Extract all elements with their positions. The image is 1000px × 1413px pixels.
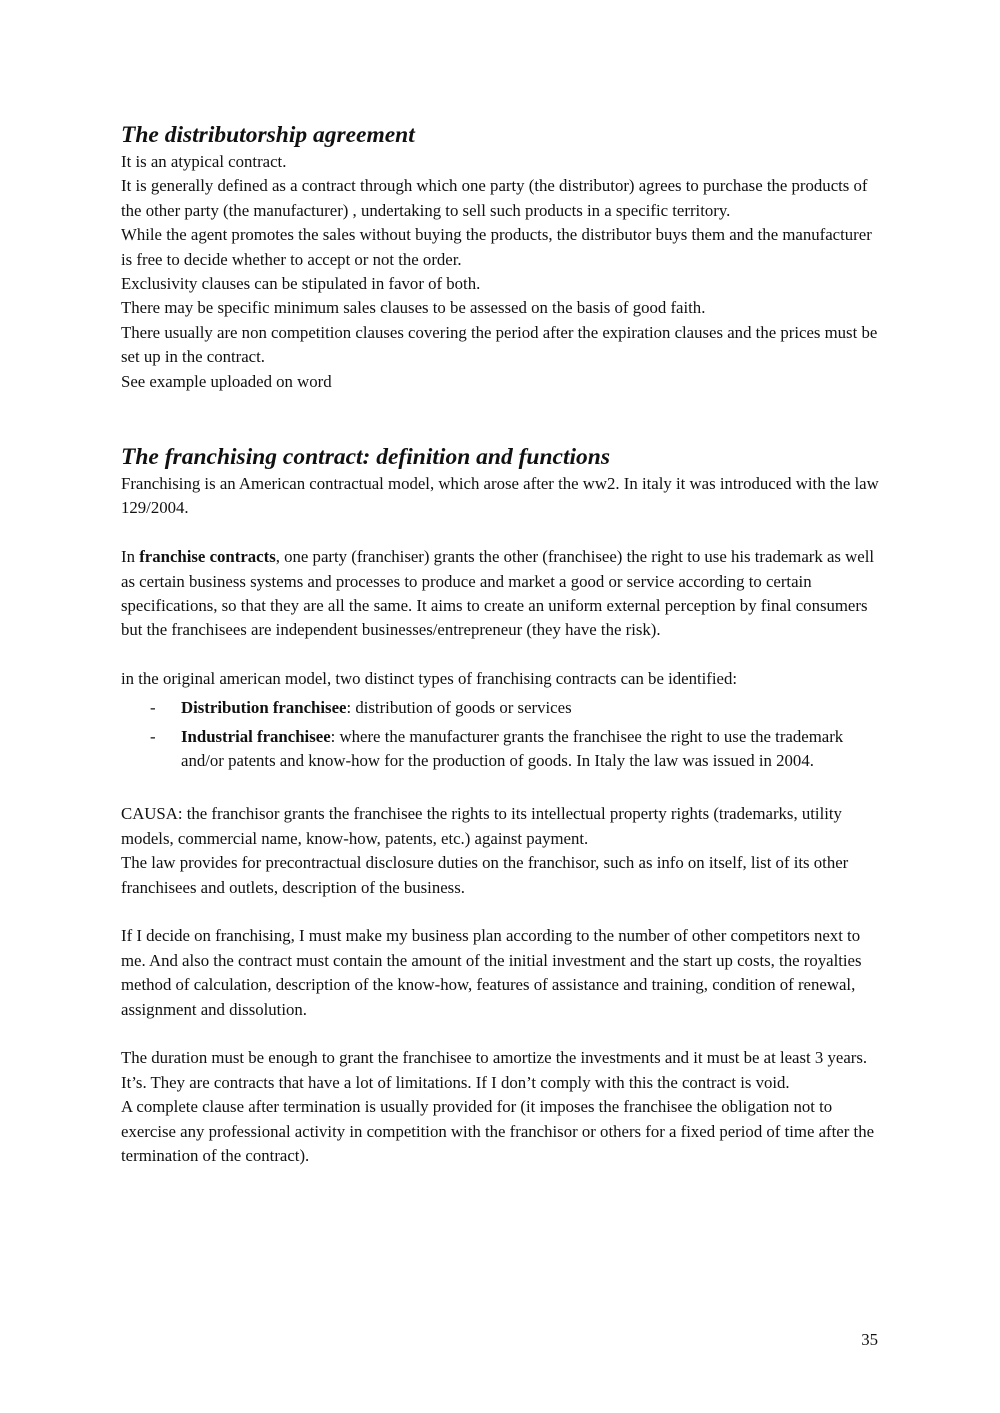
distributorship-section <box>121 120 886 394</box>
paragraph: There usually are non competition clauses covering the period after the expiration clauses and the prices must be set up in the contract. <box>121 322 878 367</box>
paragraph: The duration must be enough to grant the franchisee to amortize the investments and it must be at least 3 years. It’s. They are contracts that have a lot of limitations. If I don’t comply with this the contract is void. <box>121 1048 868 1092</box>
paragraph: There may be specific minimum sales clauses to be assessed on the basis of good faith. <box>121 298 706 318</box>
paragraph: If I decide on franchising, I must make my business plan according to the number of other competitors next to me. And also the contract must contain the amount of the initial investment and the start up costs, the royalties method of calculation, description of the know-how, features of assistance and training, condition of renewal, assignment and dissolution. <box>121 926 862 1019</box>
section-heading-distributorship: The distributorship agreement <box>121 122 415 148</box>
paragraph: A complete clause after termination is usually provided for (it imposes the franchisee the obligation not to exercise any professional activity in competition with the franchisor or others for a fixed period of time after the termination of the contract). <box>121 1097 875 1165</box>
document-page <box>121 120 886 1168</box>
franchise-types-list <box>121 696 886 774</box>
franchise-contracts-paragraph: In franchise contracts, one party (franchiser) grants the other (franchisee) the right to use his trademark as well as certain business systems and processes to produce and market a good or service according to certain specifications, so that they are all the same. It aims to create an uniform external perception by final consumers but the franchisees are independent businesses/entrepreneur (they have the risk). <box>121 547 875 640</box>
paragraph: in the original american model, two distinct types of franchising contracts can be identified: <box>121 669 738 689</box>
paragraph: It is generally defined as a contract through which one party (the distributor) agrees to purchase the products of the other party (the manufacturer) , undertaking to sell such products in a specific territory. <box>121 176 868 220</box>
franchising-section <box>121 442 886 1168</box>
paragraph: It is an atypical contract. <box>121 152 287 171</box>
bold-term: Distribution franchisee <box>181 697 347 717</box>
paragraph: Exclusivity clauses can be stipulated in favor of both. <box>121 274 481 294</box>
page-number: 35 <box>861 1330 878 1349</box>
bold-term: franchise contracts <box>139 547 276 567</box>
bold-term: Industrial franchisee <box>181 726 331 746</box>
paragraph: See example uploaded on word <box>121 371 332 391</box>
list-dash: - <box>150 697 156 717</box>
section-heading-franchising: The franchising contract: definition and functions <box>121 444 611 471</box>
paragraph: Franchising is an American contractual model, which arose after the ww2. In italy it was introduced with the law 129/2004. <box>121 474 879 518</box>
paragraph: While the agent promotes the sales without buying the products, the distributor buys them and the manufacturer is free to decide whether to accept or not the order. <box>121 225 872 269</box>
paragraph: CAUSA: the franchisor grants the franchisee the rights to its intellectual property rights (trademarks, utility models, commercial name, know-how, patents, etc.) against payment. <box>121 804 842 848</box>
list-item: - Distribution franchisee: distribution of goods or services <box>121 696 886 720</box>
paragraph: The law provides for precontractual disclosure duties on the franchisor, such as info on itself, list of its other franchisees and outlets, description of the business. <box>121 853 849 897</box>
list-item: - Industrial franchisee: where the manufacturer grants the franchisee the right to use the trademark and/or patents and know-how for the production of goods. In Italy the law was issued in 2004. <box>150 726 844 770</box>
list-dash: - <box>150 726 156 746</box>
